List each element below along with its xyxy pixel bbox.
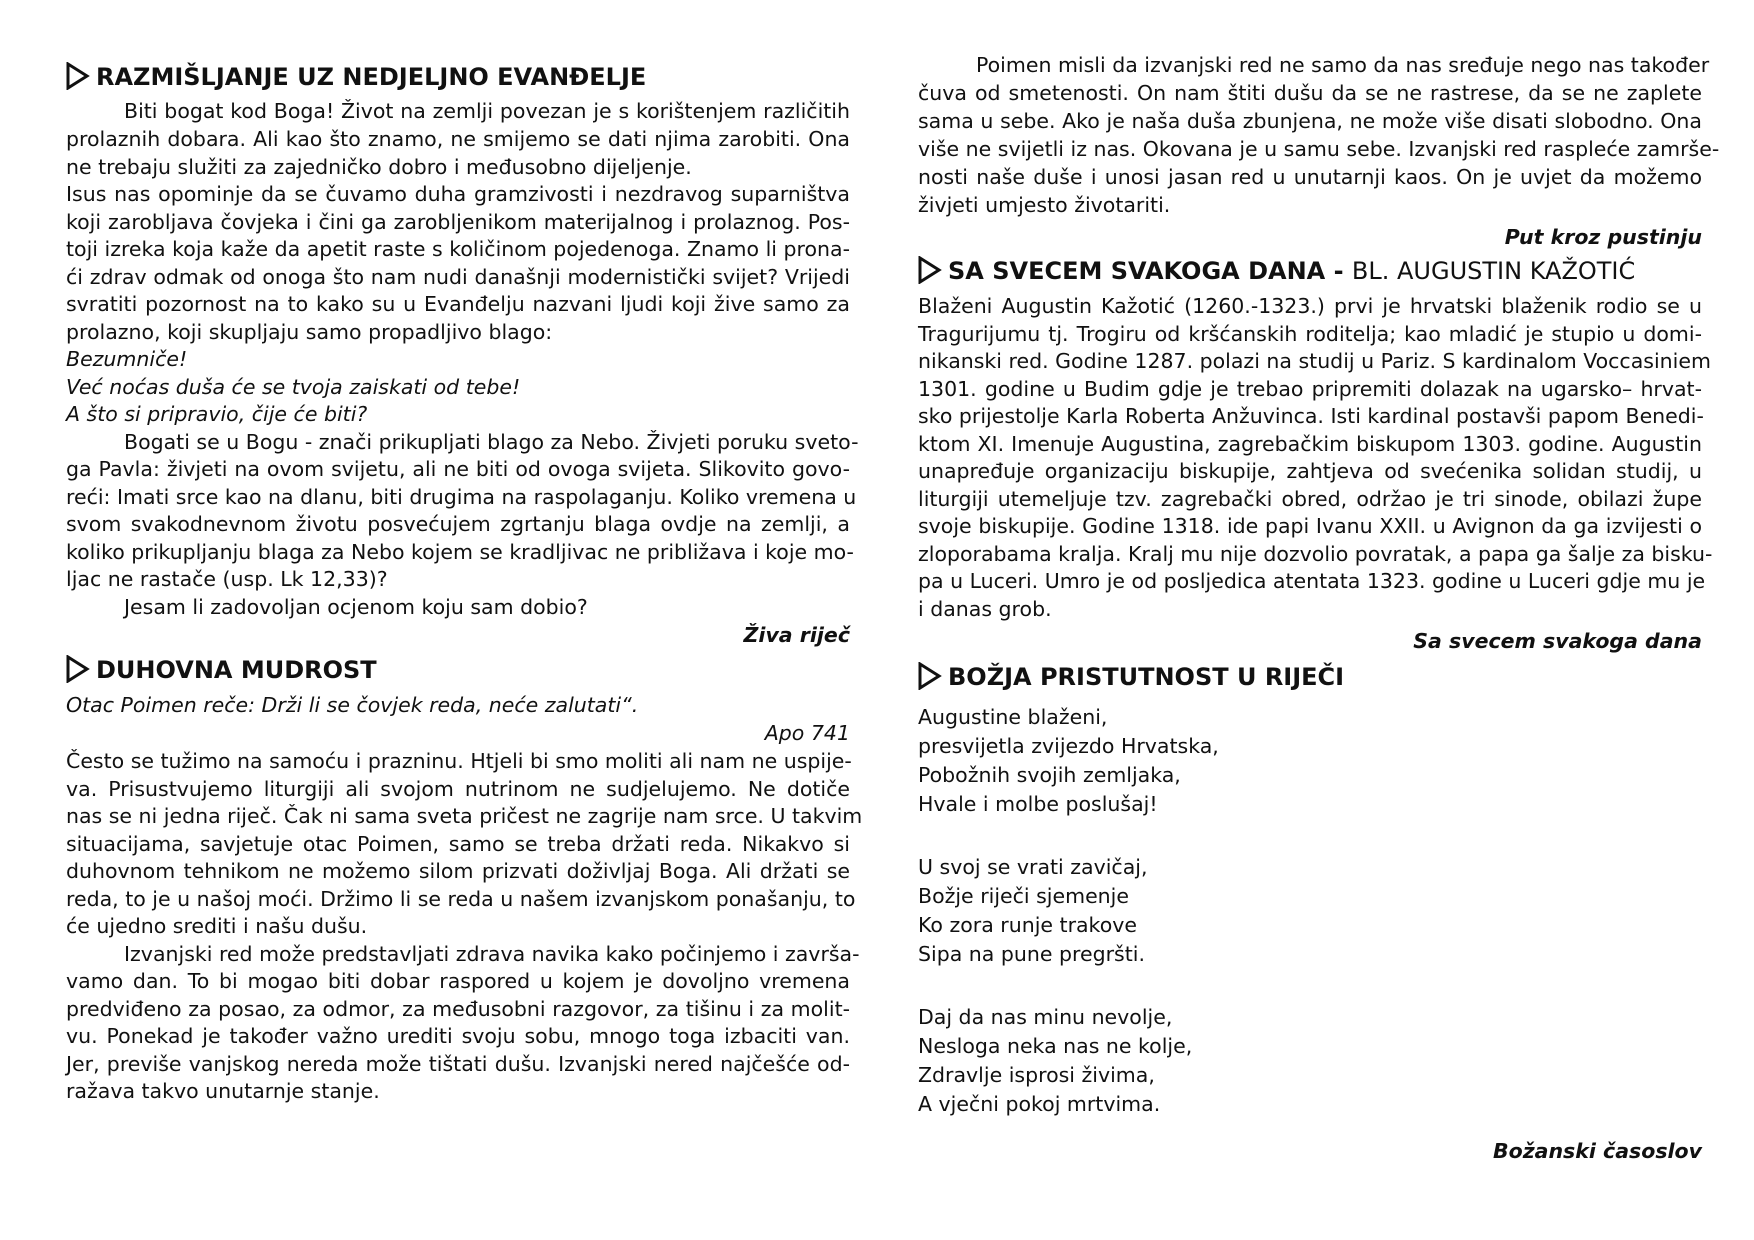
paragraph-line: reći: Imati srce kao na dlanu, biti drugima na raspolaganju. Koliko vremena u [66, 485, 857, 509]
source-citation: Živa riječ [743, 623, 850, 647]
paragraph-line: Isus nas opominje da se čuvamo duha gramzivosti i nezdravog suparništva [66, 182, 850, 206]
paragraph-line: nas se ni jedna riječ. Čak ni sama sveta pričest ne zagrije nam srce. U takvim [66, 804, 863, 828]
poem-line: Nesloga neka nas ne kolje, [918, 1034, 1193, 1058]
section-heading-gospel: RAZMIŠLJANJE UZ NEDJELJNO EVANĐELJE [66, 60, 646, 94]
paragraph-line: pa u Luceri. Umro je od posljedica atentata 1323. godine u Luceri gdje mu je [918, 569, 1706, 593]
section-heading-saint: SA SVECEM SVAKOGA DANA - BL. AUGUSTIN KAŽOTIĆ [918, 254, 1635, 288]
paragraph-line: reda, to je u našoj moći. Držimo li se reda u našem izvanjskom ponašanju, to [66, 887, 856, 911]
paragraph-line: svratiti pozornost na to kako su u Evanđelju nazvani ljudi koji žive samo za [66, 292, 850, 316]
paragraph-line: nikanski red. Godine 1287. polazi na studij u Pariz. S kardinalom Voccasiniem [918, 349, 1711, 373]
paragraph-line: koliko prikupljanju blaga za Nebo kojem se kradljivac ne približava i koje mo- [66, 540, 854, 564]
paragraph-line: ljac ne rastače (usp. Lk 12,33)? [66, 567, 388, 591]
motto-line: Otac Poimen reče: Drži li se čovjek reda, neće zalutati“. [66, 693, 639, 717]
poem-line: U svoj se vrati zavičaj, [918, 855, 1148, 879]
triangle-bullet-icon [66, 62, 90, 90]
paragraph-line: duhovnom tehnikom ne možemo silom prizvati doživljaj Boga. Ali držati se [66, 859, 850, 883]
paragraph-line: ći zdrav odmak od onoga što nam nudi današnji modernistički svijet? Vrijedi [66, 265, 850, 289]
paragraph-line: čuva od smetenosti. On nam štiti dušu da se ne rastrese, da se ne zaplete [918, 81, 1702, 105]
paragraph-line: nosti naše duše i unosi jasan red u unutarnji kaos. On je uvjet da možemo [918, 165, 1702, 189]
paragraph-line: vamo dan. To bi mogao biti dobar raspored u kojem je dovoljno vremena [66, 969, 850, 993]
paragraph-line: liturgiji utemeljuje tzv. zagrebački obred, održao je tri sinode, obilazi župe [918, 487, 1702, 511]
paragraph-line: ne trebaju služiti za zajedničko dobro i međusobno dijeljenje. [66, 155, 692, 179]
triangle-bullet-icon [918, 256, 942, 284]
paragraph-line: va. Prisustvujemo liturgiji ali svojom nutrinom ne sudjelujemo. Ne dotiče [66, 777, 850, 801]
poem-line: Daj da nas minu nevolje, [918, 1005, 1173, 1029]
paragraph-line: sko prijestolje Karla Roberta Anžuvinca. Isti kardinal postavši papom Benedi- [918, 404, 1704, 428]
poem-line: Pobožnih svojih zemljaka, [918, 763, 1181, 787]
paragraph-line: Bogati se u Bogu - znači prikupljati blago za Nebo. Živjeti poruku sveto- [124, 430, 859, 454]
paragraph-line: koji zarobljava čovjeka i čini ga zarobljenikom materijalnog i prolaznog. Pos- [66, 210, 850, 234]
paragraph-line: svom svakodnevnom životu posvećujem zgrtanju blaga ovdje na zemlji, a [66, 512, 850, 536]
triangle-bullet-icon [66, 655, 90, 683]
quote-line: Bezumniče! [66, 347, 188, 371]
poem-line: Sipa na pune pregršti. [918, 942, 1145, 966]
saint-name: BL. AUGUSTIN KAŽOTIĆ [1351, 257, 1636, 285]
paragraph-line: sama u sebe. Ako je naša duša zbunjena, ne može više disati slobodno. Ona [918, 109, 1702, 133]
paragraph-line: unapređuje organizaciju biskupije, zahtjeva od svećenika solidan studij, u [918, 459, 1702, 483]
motto-reference: Apo 741 [764, 721, 850, 745]
paragraph-line: prolaznih dobara. Ali kao što znamo, ne smijemo se dati njima zarobiti. Ona [66, 127, 850, 151]
quote-line: Već noćas duša će se tvoja zaiskati od tebe! [66, 375, 521, 399]
paragraph-line: zloporabama kralja. Kralj mu nije dozvolio povratak, a papa ga šalje za bisku- [918, 542, 1713, 566]
paragraph-line: Jesam li zadovoljan ocjenom koju sam dobio? [124, 595, 588, 619]
paragraph-line: ražava takvo unutarnje stanje. [66, 1079, 380, 1103]
paragraph-line: vu. Ponekad je također važno urediti svoju sobu, mnogo toga izbaciti van. [66, 1024, 850, 1048]
quote-line: A što si pripravio, čije će biti? [66, 402, 368, 426]
paragraph-line: prolazno, koji skupljaju samo propadljivo blago: [66, 320, 553, 344]
poem-line: Augustine blaženi, [918, 705, 1108, 729]
paragraph-line: svoje biskupije. Godine 1318. ide papi Ivanu XXII. u Avignon da ga izvijesti o [918, 514, 1702, 538]
poem-line: Ko zora runje trakove [918, 913, 1137, 937]
poem-line: Božje riječi sjemenje [918, 884, 1129, 908]
paragraph-line: više ne svijetli iz nas. Okovana je u samu sebe. Izvanjski red raspleće zamrše- [918, 137, 1720, 161]
paragraph-line: i danas grob. [918, 597, 1052, 621]
paragraph-line: situacijama, savjetuje otac Poimen, samo se treba držati reda. Nikakvo si [66, 832, 850, 856]
paragraph-line: toji izreka koja kaže da apetit raste s količinom pojedenoga. Znamo li prona- [66, 237, 850, 261]
source-citation: Božanski časoslov [1492, 1139, 1702, 1163]
paragraph-line: Blaženi Augustin Kažotić (1260.-1323.) prvi je hrvatski blaženik rodio se u [918, 294, 1702, 318]
poem-line: A vječni pokoj mrtvima. [918, 1092, 1161, 1116]
paragraph-line: će ujedno srediti i našu dušu. [66, 914, 368, 938]
section-heading-presence: BOŽJA PRISTUTNOST U RIJEČI [918, 660, 1344, 694]
triangle-bullet-icon [918, 662, 942, 690]
paragraph-line: Tragurijumu tj. Trogiru od kršćanskih roditelja; kao mladić je stupio u domi- [918, 322, 1702, 346]
paragraph-line: Često se tužimo na samoću i prazninu. Htjeli bi smo moliti ali nam ne uspije- [66, 749, 852, 773]
paragraph-line: ktom XI. Imenuje Augustina, zagrebačkim biskupom 1303. godine. Augustin [918, 432, 1702, 456]
source-citation: Put kroz pustinju [1504, 225, 1702, 249]
paragraph-line: ga Pavla: živjeti na ovom svijetu, ali ne biti od ovoga svijeta. Slikovito govo- [66, 457, 850, 481]
paragraph-line: Biti bogat kod Boga! Život na zemlji povezan je s korištenjem različitih [124, 99, 850, 123]
paragraph-line: predviđeno za posao, za odmor, za međusobni razgovor, za tišinu i za molit- [66, 997, 850, 1021]
poem-line: Hvale i molbe poslušaj! [918, 792, 1158, 816]
paragraph-line: živjeti umjesto životariti. [918, 193, 1171, 217]
paragraph-line: Izvanjski red može predstavljati zdrava navika kako počinjemo i završa- [124, 942, 860, 966]
poem-line: Zdravlje isprosi živima, [918, 1063, 1155, 1087]
paragraph-line: 1301. godine u Budim gdje je trebao pripremiti dolazak na ugarsko– hrvat- [918, 377, 1702, 401]
paragraph-line: Jer, previše vanjskog nereda može tištati dušu. Izvanjski nered najčešće od- [66, 1052, 850, 1076]
section-heading-wisdom: DUHOVNA MUDROST [66, 653, 377, 687]
source-citation: Sa svecem svakoga dana [1413, 629, 1702, 653]
paragraph-line: Poimen misli da izvanjski red ne samo da nas sređuje nego nas također [976, 53, 1710, 77]
poem-line: presvijetla zvijezdo Hrvatska, [918, 734, 1219, 758]
